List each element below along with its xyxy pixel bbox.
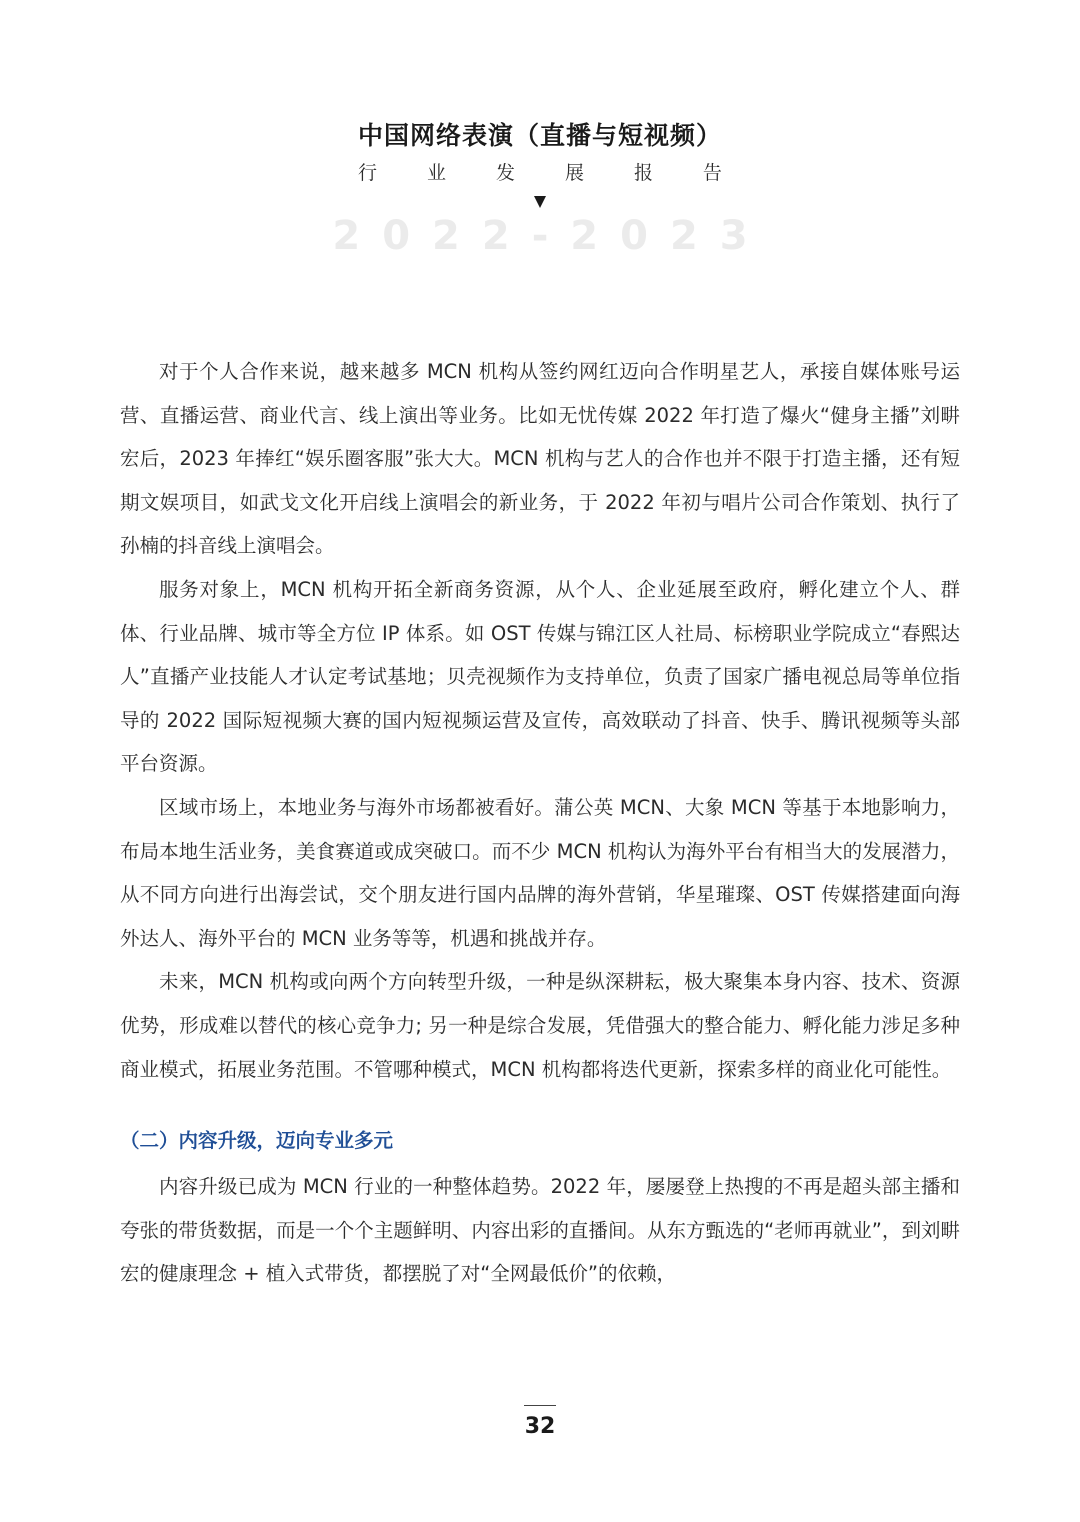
subtitle-char: 业 <box>426 162 446 184</box>
section-heading: （二）内容升级，迈向专业多元 <box>120 1129 394 1153</box>
paragraph-service-targets: 服务对象上，MCN 机构开拓全新商务资源，从个人、企业延展至政府，孵化建立个人、群体、行业品牌、城市等全方位 IP 体系。如 OST 传媒与锦江区人社局、标榜职业学院成立“春熙达人”直播产业技能人才认定考试基地；贝壳视频作为支持单位，负责了国家广播电视总局等单位指导的 2022 国际短视频大赛的国内短视频运营及宣传，高效联动了抖音、快手、腾讯视频等头部平台资源。 <box>120 577 960 776</box>
subtitle-char: 报 <box>633 162 653 184</box>
main-content <box>120 350 960 1296</box>
paragraph-personal-cooperation: 对于个人合作来说，越来越多 MCN 机构从签约网红迈向合作明星艺人，承接自媒体账号运营、直播运营、商业代言、线上演出等业务。比如无忧传媒 2022 年打造了爆火“健身主播”刘畊宏后，2023 年捧红“娱乐圈客服”张大大。MCN 机构与艺人的合作也并不限于打造主播，还有短期文娱项目，如武戈文化开启线上演唱会的新业务，于 2022 年初与唱片公司合作策划、执行了孙楠的抖音线上演唱会。 <box>120 360 960 558</box>
subtitle-char: 展 <box>564 162 584 184</box>
subtitle-char: 行 <box>358 162 378 184</box>
triangle-down-icon <box>534 196 546 208</box>
subtitle-char: 发 <box>495 162 515 184</box>
paragraph-future: 未来，MCN 机构或向两个方向转型升级，一种是纵深耕耘，极大聚集本身内容、技术、资源优势，形成难以替代的核心竞争力; 另一种是综合发展，凭借强大的整合能力、孵化能力涉足多种商业模式，拓展业务范围。不管哪种模式，MCN 机构都将迭代更新，探索多样的商业化可能性。 <box>120 970 960 1081</box>
report-header <box>0 118 1080 260</box>
footer-divider <box>524 1405 556 1406</box>
page-footer <box>0 1405 1080 1439</box>
paragraph-content-upgrade: 内容升级已成为 MCN 行业的一种整体趋势。2022 年，屡屡登上热搜的不再是超头部主播和夸张的带货数据，而是一个个主题鲜明、内容出彩的直播间。从东方甄选的“老师再就业”，到刘畊宏的健康理念 + 植入式带货，都摆脱了对“全网最低价”的依赖， <box>120 1175 960 1286</box>
paragraph-regional-market: 区域市场上，本地业务与海外市场都被看好。蒲公英 MCN、大象 MCN 等基于本地影响力，布局本地生活业务，美食赛道或成突破口。而不少 MCN 机构认为海外平台有相当大的发展潜力，从不同方向进行出海尝试，交个朋友进行国内品牌的海外营销，华星璀璨、OST 传媒搭建面向海外达人、海外平台的 MCN 业务等等，机遇和挑战并存。 <box>120 795 960 950</box>
report-subtitle <box>358 160 722 186</box>
report-years: 2022-2023 <box>332 213 770 259</box>
subtitle-char: 告 <box>702 162 722 184</box>
report-title: 中国网络表演（直播与短视频） <box>357 121 722 150</box>
page-number: 32 <box>524 1414 556 1439</box>
